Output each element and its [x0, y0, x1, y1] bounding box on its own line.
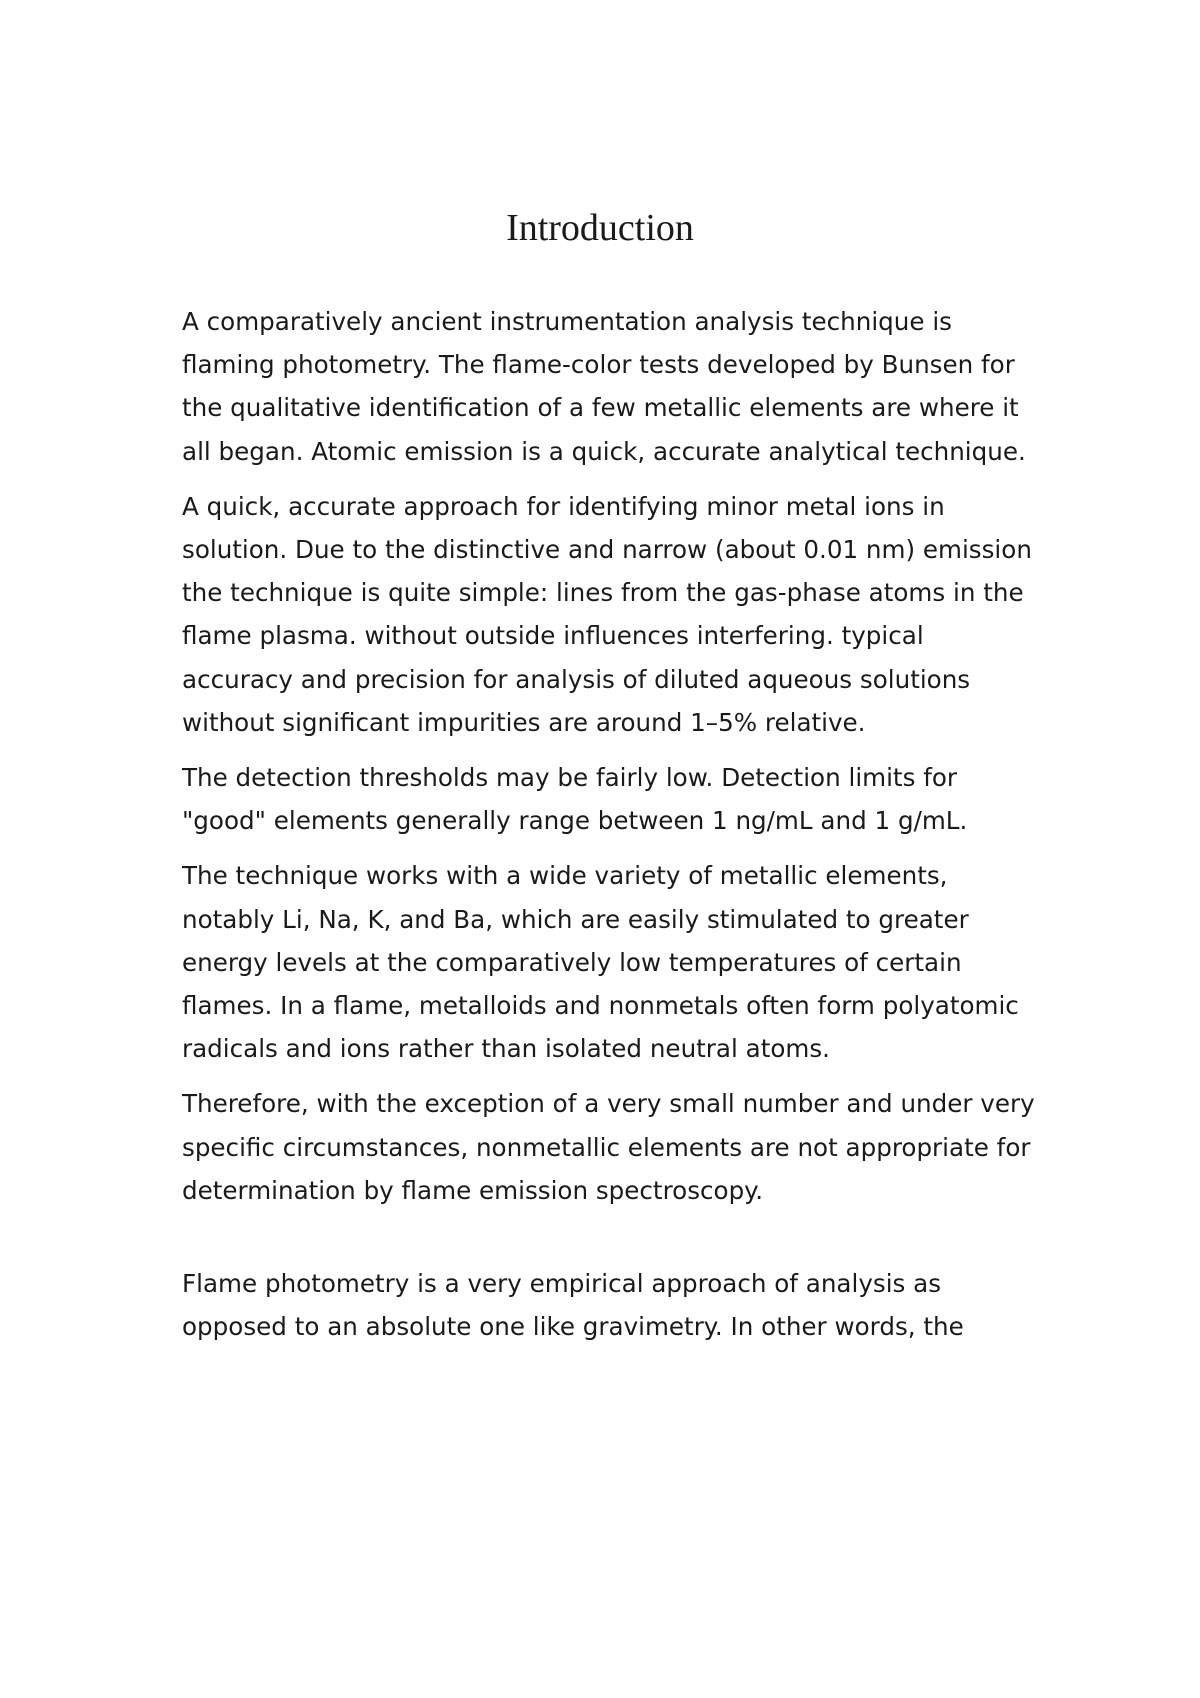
paragraph-6: Flame photometry is a very empirical approach of analysis as opposed to an absolute one like gravimetry. In other words, the [182, 1269, 964, 1342]
paragraph-2: A quick, accurate approach for identifying minor metal ions in solution. Due to the distinctive and narrow (about 0.01 nm) emission the technique is quite simple: lines from the gas-phase atoms in the flame plasma. without outside influences interfering. typical accuracy and precision for analysis of diluted aqueous solutions without significant impurities are around 1–5% relative. [182, 491, 1032, 737]
page-title: Introduction [506, 207, 694, 249]
paragraph-4: The technique works with a wide variety of metallic elements, notably Li, Na, K, and Ba, which are easily stimulated to greater energy levels at the comparatively low temperatures of certain flames. In a flame, metalloids and nonmetals often form polyatomic radicals and ions rather than isolated neutral atoms. [182, 861, 1019, 1064]
paragraph-5: Therefore, with the exception of a very small number and under very specific circumstances, nonmetallic elements are not appropriate for determination by flame emission spectroscopy. [182, 1089, 1035, 1205]
paragraph-3: The detection thresholds may be fairly low. Detection limits for "good" elements generally range between 1 ng/mL and 1 g/mL. [182, 763, 968, 836]
paragraph-1: A comparatively ancient instrumentation analysis technique is flaming photometry. The flame-color tests developed by Bunsen for the qualitative identification of a few metallic elements are where it all began. Atomic emission is a quick, accurate analytical technique. [182, 307, 1026, 466]
document-body [182, 300, 1042, 1360]
